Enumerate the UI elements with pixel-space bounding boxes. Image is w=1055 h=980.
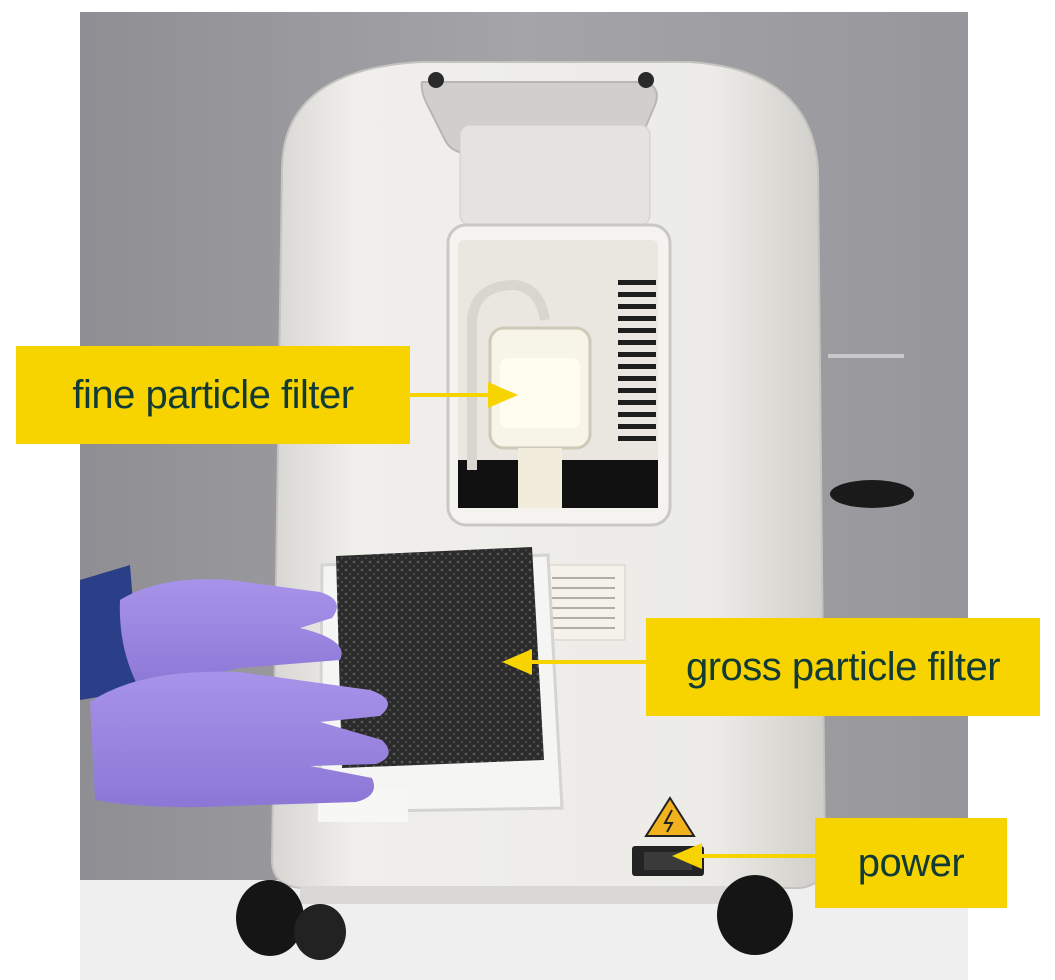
fine-filter-cavity: [448, 225, 670, 525]
screw-left: [428, 72, 444, 88]
fine-particle-filter-label: fine particle filter: [16, 346, 410, 444]
gross-particle-filter-label: gross particle filter: [646, 618, 1040, 716]
screw-right: [638, 72, 654, 88]
side-knob: [830, 480, 914, 508]
power-label: power: [815, 818, 1007, 908]
